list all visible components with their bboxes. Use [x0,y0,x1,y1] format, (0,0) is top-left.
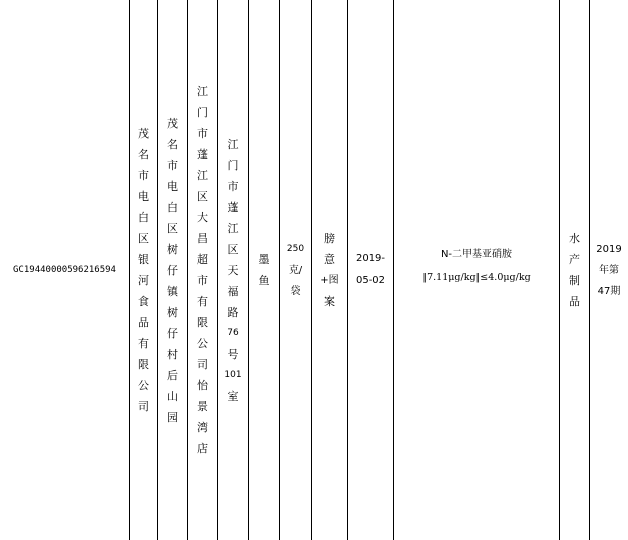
inspection-item-cell [394,0,559,540]
item-name: N-二甲基亚硝胺 [440,249,513,260]
seller-address-cell [218,0,248,540]
brand-cell [312,0,347,540]
spec-cell [280,0,311,540]
producer-cell [130,0,157,540]
product-name: 墨 鱼 [258,253,270,287]
item-result: ‖7.11μg/kg‖≤4.0μg/kg [422,272,531,283]
production-date: 2019- 05-02 [355,253,386,286]
seller-name: 江 门 市 蓬 江 区 大 昌 超 市 有 限 公 司 怡 景 湾 店 [197,85,208,455]
producer-name: 茂 名 市 电 白 区 银 河 食 品 有 限 公 司 [138,127,149,413]
sample-code: GC19440000596216594 [13,265,116,275]
period-cell [590,0,628,540]
category-cell [560,0,589,540]
producer-address: 茂 名 市 电 白 区 树 仔 镇 树 仔 村 后 山 园 [167,116,178,424]
seller-address: 江 门 市 蓬 江 区 天 福 路 76 号 101 室 [224,137,242,403]
date-cell [348,0,393,540]
seller-cell [188,0,217,540]
inspection-item [422,247,530,293]
category: 水 产 制 品 [569,232,580,308]
product-spec: 250 克/ 袋 [286,243,305,297]
producer-address-cell [158,0,187,540]
sample-code-cell [0,0,129,540]
announcement-period: 2019 年第 47期 [596,243,622,297]
product-name-cell [249,0,279,540]
brand: 膀 意 +图 案 [320,232,339,308]
